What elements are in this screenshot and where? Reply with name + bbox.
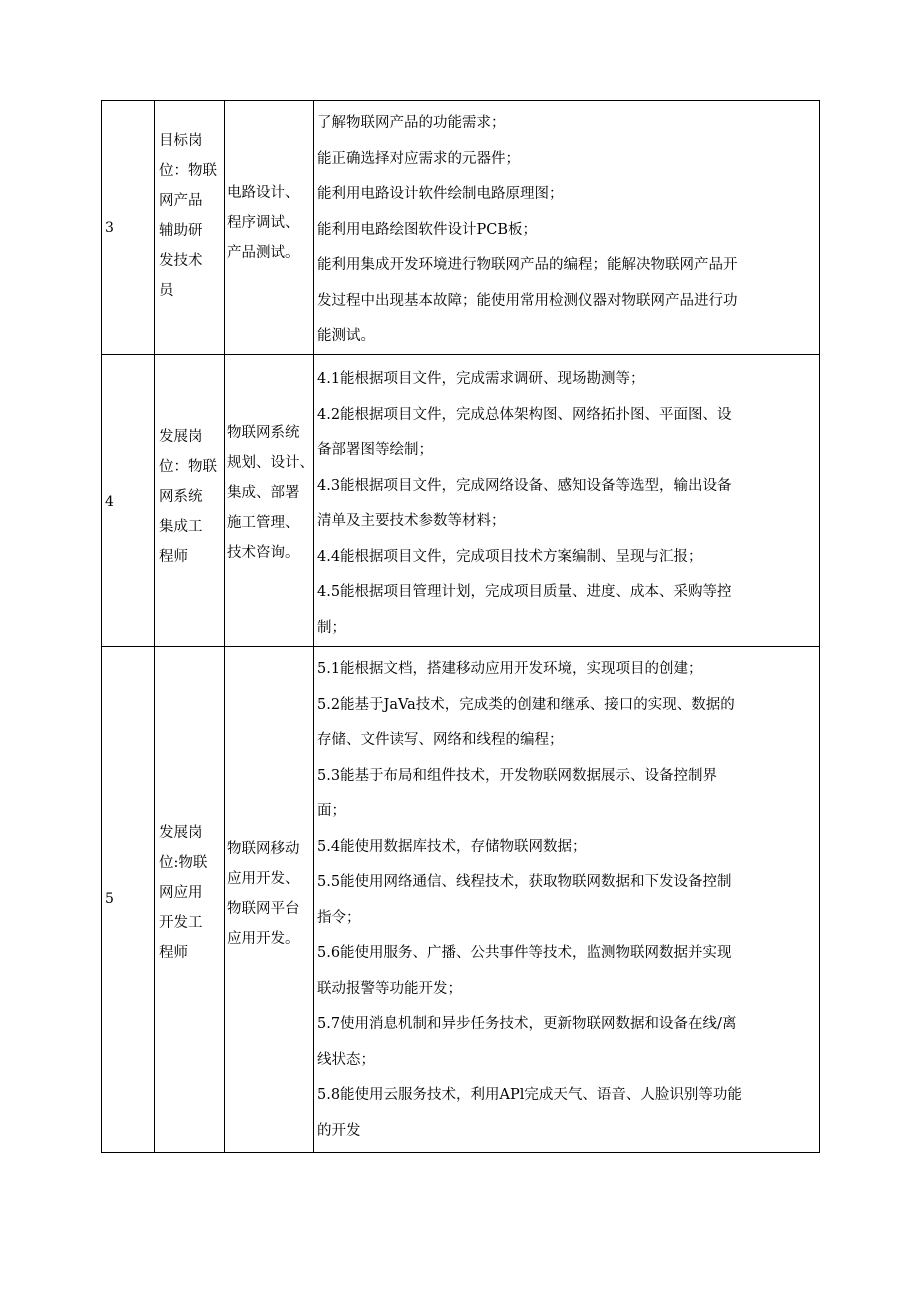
skills-cell [314,362,819,646]
position-line: 开发工 [159,915,203,931]
table-border-top [101,100,820,101]
task-line: 集成、部署 [227,485,300,501]
skill-line: 4.5能根据项目管理计划，完成项目质量、进度、成本、采购等控 [317,584,732,600]
row-number: 4 [105,494,114,510]
skill-line: 5.4能使用数据库技术，存储物联网数据； [317,838,587,855]
task-cell [225,418,317,568]
task-line: 电路设计、 [227,185,300,201]
skill-line: 能利用电路绘图软件设计PCB板； [317,221,538,238]
task-line: 技术咨询。 [227,545,300,561]
position-line: 辅助研 [159,223,203,239]
skills-cell [314,106,819,355]
skill-line: 指令； [317,909,361,926]
table-border-bottom [101,1152,820,1153]
task-line: 物联网平台 [227,901,300,917]
position-line: 员 [159,283,174,299]
task-line: 物联网移动 [227,841,300,857]
skill-line: 4.4能根据项目文件，完成项目技术方案编制、呈现与汇报； [317,548,703,565]
row-divider-2 [101,646,820,647]
position-line: 程师 [159,549,188,565]
position-line: 网产品 [159,193,203,209]
table-border-right [819,100,820,1153]
task-cell [225,178,317,268]
position-line: 网系统 [159,489,203,505]
skill-line: 能测试。 [317,328,375,344]
skill-line: 4.1能根据项目文件，完成需求调研、现场勘测等； [317,371,645,387]
skill-line: 线状态； [317,1051,375,1068]
skill-line: 能利用集成开发环境进行物联网产品的编程；能解决物联网产品开 [317,257,738,273]
skill-line: 了解物联网产品的功能需求； [317,115,506,131]
skills-cell [314,652,819,1152]
skill-line: 5.1能根据文档，搭建移动应用开发环境，实现项目的创建； [317,661,703,677]
skill-line: 清单及主要技术参数等材料； [317,513,506,529]
skill-line: 存储、文件读写、网络和线程的编程； [317,732,564,748]
skill-line: 5.3能基于布局和组件技术，开发物联网数据展示、设备控制界 [317,767,718,784]
position-line: 位:物联 [159,855,208,871]
position-cell [155,422,225,572]
task-line: 应用开发、 [227,871,300,887]
position-line: 发展岗 [159,429,203,445]
position-line: 程师 [159,945,188,961]
position-line: 网应用 [159,885,203,901]
skill-line: 联动报警等功能开发； [317,980,462,997]
task-line: 施工管理、 [227,515,300,531]
position-line: 目标岗 [159,133,203,149]
position-line: 位：物联 [159,459,217,475]
task-line: 规划、设计、 [227,455,314,471]
skill-line: 5.2能基于JaVa技术，完成类的创建和继承、接口的实现、数据的 [317,696,735,713]
skill-line: 4.3能根据项目文件，完成网络设备、感知设备等选型，输出设备 [317,477,732,494]
task-cell [225,834,317,954]
skill-line: 能正确选择对应需求的元器件； [317,150,520,167]
skill-line: 5.7使用消息机制和异步任务技术，更新物联网数据和设备在线/离 [317,1016,737,1032]
skill-line: 4.2能根据项目文件，完成总体架构图、网络拓扑图、平面图、设 [317,406,732,423]
skill-line: 能利用电路设计软件绘制电路原理图； [317,186,564,202]
skill-line: 制； [317,619,346,636]
skill-line: 的开发 [317,1122,361,1136]
row-number: 5 [105,891,114,907]
row-number: 3 [105,220,114,236]
position-cell [155,126,225,306]
task-line: 物联网系统 [227,425,300,441]
skill-line: 备部署图等绘制； [317,442,433,458]
position-line: 发技术 [159,253,203,269]
task-line: 程序调试、 [227,215,300,231]
skill-line: 5.5能使用网络通信、线程技术，获取物联网数据和下发设备控制 [317,874,732,890]
position-cell [155,818,225,968]
position-line: 发展岗 [159,825,203,841]
position-line: 位：物联 [159,163,217,179]
skill-line: 5.8能使用云服务技术，利用APl完成天气、语音、人脸识别等功能 [317,1087,742,1103]
task-line: 产品测试。 [227,245,300,261]
skill-line: 5.6能使用服务、广播、公共事件等技术，监测物联网数据并实现 [317,945,732,961]
task-line: 应用开发。 [227,931,300,947]
skill-line: 发过程中出现基本故障；能使用常用检测仪器对物联网产品进行功 [317,292,738,309]
table-border-left [101,100,102,1153]
skill-line: 面； [317,803,346,819]
position-line: 集成工 [159,519,203,535]
